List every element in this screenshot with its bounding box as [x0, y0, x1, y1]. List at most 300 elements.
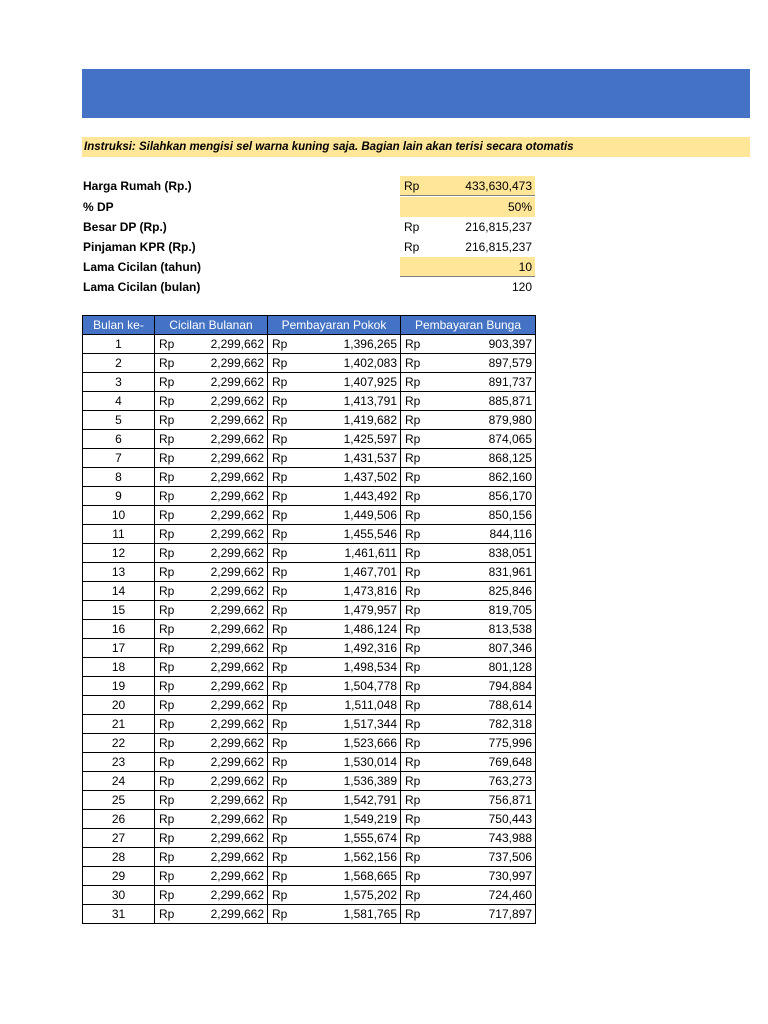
table-row — [83, 373, 536, 392]
amount-value: 819,705 — [488, 603, 532, 617]
currency-label: Rp — [272, 413, 288, 427]
amount-value: 2,299,662 — [210, 831, 264, 845]
currency-label: Rp — [405, 394, 421, 408]
table-row — [83, 563, 536, 582]
currency-label: Rp — [159, 527, 175, 541]
amount-value: 1,425,597 — [343, 432, 397, 446]
cell-principal-payment — [268, 734, 401, 753]
currency-label: Rp — [159, 337, 175, 351]
currency-label: Rp — [272, 850, 288, 864]
amount-value: 2,299,662 — [210, 717, 264, 731]
cell-month: 4 — [83, 392, 155, 411]
param-value: 216,815,237 — [465, 220, 532, 234]
currency-label: Rp — [159, 812, 175, 826]
param-value: 216,815,237 — [465, 240, 532, 254]
amount-value: 769,648 — [488, 755, 532, 769]
currency-label: Rp — [404, 220, 420, 234]
table-row — [83, 582, 536, 601]
currency-label: Rp — [272, 641, 288, 655]
amount-value: 874,065 — [488, 432, 532, 446]
amount-value: 1,431,537 — [343, 451, 397, 465]
amount-value: 1,530,014 — [343, 755, 397, 769]
table-row — [83, 886, 536, 905]
cell-interest-payment — [401, 867, 536, 886]
param-label: Besar DP (Rp.) — [83, 220, 167, 234]
amount-value: 2,299,662 — [210, 869, 264, 883]
cell-month: 21 — [83, 715, 155, 734]
amount-value: 891,737 — [488, 375, 532, 389]
table-row — [83, 905, 536, 924]
cell-interest-payment — [401, 905, 536, 924]
param-input-cell[interactable] — [400, 197, 535, 217]
cell-principal-payment — [268, 639, 401, 658]
currency-label: Rp — [159, 375, 175, 389]
amount-value: 2,299,662 — [210, 793, 264, 807]
cell-month: 5 — [83, 411, 155, 430]
param-row — [82, 217, 535, 237]
amount-value: 1,504,778 — [343, 679, 397, 693]
amount-value: 2,299,662 — [210, 527, 264, 541]
amount-value: 879,980 — [488, 413, 532, 427]
amount-value: 2,299,662 — [210, 375, 264, 389]
table-row — [83, 829, 536, 848]
table-header-row — [83, 316, 536, 335]
amount-value: 2,299,662 — [210, 736, 264, 750]
table-row — [83, 620, 536, 639]
cell-monthly-installment — [155, 677, 268, 696]
param-label: Harga Rumah (Rp.) — [83, 179, 192, 193]
cell-monthly-installment — [155, 392, 268, 411]
param-input-cell[interactable] — [400, 176, 535, 196]
amount-value: 2,299,662 — [210, 489, 264, 503]
cell-principal-payment — [268, 886, 401, 905]
amount-value: 844,116 — [489, 527, 532, 541]
cell-principal-payment — [268, 753, 401, 772]
table-row — [83, 411, 536, 430]
currency-label: Rp — [272, 489, 288, 503]
cell-principal-payment — [268, 601, 401, 620]
currency-label: Rp — [159, 622, 175, 636]
cell-principal-payment — [268, 563, 401, 582]
currency-label: Rp — [405, 793, 421, 807]
cell-principal-payment — [268, 506, 401, 525]
param-label: Lama Cicilan (bulan) — [83, 280, 201, 294]
cell-principal-payment — [268, 658, 401, 677]
cell-interest-payment — [401, 886, 536, 905]
cell-month: 8 — [83, 468, 155, 487]
currency-label: Rp — [405, 850, 421, 864]
amount-value: 807,346 — [488, 641, 532, 655]
cell-month: 11 — [83, 525, 155, 544]
cell-month: 19 — [83, 677, 155, 696]
amount-value: 2,299,662 — [210, 812, 264, 826]
amount-value: 743,988 — [488, 831, 532, 845]
table-row — [83, 506, 536, 525]
currency-label: Rp — [405, 432, 421, 446]
currency-label: Rp — [272, 774, 288, 788]
currency-label: Rp — [159, 432, 175, 446]
amount-value: 1,555,674 — [343, 831, 397, 845]
cell-month: 28 — [83, 848, 155, 867]
cell-monthly-installment — [155, 639, 268, 658]
amount-value: 2,299,662 — [210, 622, 264, 636]
instruction-text: Instruksi: Silahkan mengisi sel warna kuning saja. Bagian lain akan terisi secara otomatis — [82, 137, 750, 157]
currency-label: Rp — [405, 622, 421, 636]
amount-value: 831,961 — [488, 565, 532, 579]
cell-monthly-installment — [155, 696, 268, 715]
table-row — [83, 848, 536, 867]
cell-principal-payment — [268, 582, 401, 601]
amount-value: 724,460 — [488, 888, 532, 902]
cell-principal-payment — [268, 715, 401, 734]
cell-monthly-installment — [155, 848, 268, 867]
param-label: Pinjaman KPR (Rp.) — [83, 240, 196, 254]
amount-value: 1,461,611 — [344, 546, 397, 560]
amount-value: 2,299,662 — [210, 508, 264, 522]
table-row — [83, 544, 536, 563]
table-row — [83, 449, 536, 468]
cell-monthly-installment — [155, 468, 268, 487]
cell-month: 15 — [83, 601, 155, 620]
cell-month: 2 — [83, 354, 155, 373]
currency-label: Rp — [405, 641, 421, 655]
cell-principal-payment — [268, 848, 401, 867]
currency-label: Rp — [272, 679, 288, 693]
amount-value: 2,299,662 — [210, 660, 264, 674]
cell-month: 1 — [83, 335, 155, 354]
amount-value: 2,299,662 — [210, 356, 264, 370]
param-value: 120 — [511, 280, 532, 294]
currency-label: Rp — [159, 736, 175, 750]
cell-monthly-installment — [155, 886, 268, 905]
column-header-monthly-installment: Cicilan Bulanan — [155, 316, 268, 335]
table-row — [83, 677, 536, 696]
currency-label: Rp — [159, 774, 175, 788]
param-row — [82, 176, 535, 196]
amount-value: 838,051 — [488, 546, 532, 560]
currency-label: Rp — [405, 565, 421, 579]
cell-monthly-installment — [155, 772, 268, 791]
amount-value: 1,492,316 — [343, 641, 397, 655]
amount-value: 1,517,344 — [343, 717, 397, 731]
table-row — [83, 430, 536, 449]
amount-value: 1,575,202 — [343, 888, 397, 902]
cell-interest-payment — [401, 392, 536, 411]
currency-label: Rp — [404, 240, 420, 254]
column-header-interest-payment: Pembayaran Bunga — [401, 316, 536, 335]
currency-label: Rp — [272, 622, 288, 636]
table-row — [83, 525, 536, 544]
cell-monthly-installment — [155, 449, 268, 468]
cell-monthly-installment — [155, 373, 268, 392]
currency-label: Rp — [159, 641, 175, 655]
currency-label: Rp — [404, 179, 420, 193]
amount-value: 775,996 — [488, 736, 532, 750]
amount-value: 794,884 — [488, 679, 532, 693]
currency-label: Rp — [159, 793, 175, 807]
amount-value: 2,299,662 — [210, 641, 264, 655]
currency-label: Rp — [272, 584, 288, 598]
currency-label: Rp — [272, 432, 288, 446]
cell-principal-payment — [268, 411, 401, 430]
cell-monthly-installment — [155, 658, 268, 677]
amount-value: 1,511,048 — [344, 698, 397, 712]
amount-value: 1,536,389 — [343, 774, 397, 788]
currency-label: Rp — [405, 831, 421, 845]
installment-table — [82, 315, 536, 924]
cell-month: 9 — [83, 487, 155, 506]
currency-label: Rp — [159, 660, 175, 674]
amount-value: 1,523,666 — [343, 736, 397, 750]
cell-principal-payment — [268, 430, 401, 449]
cell-principal-payment — [268, 829, 401, 848]
amount-value: 885,871 — [488, 394, 532, 408]
cell-monthly-installment — [155, 544, 268, 563]
amount-value: 2,299,662 — [210, 546, 264, 560]
cell-interest-payment — [401, 544, 536, 563]
amount-value: 2,299,662 — [210, 698, 264, 712]
amount-value: 2,299,662 — [210, 679, 264, 693]
currency-label: Rp — [159, 698, 175, 712]
amount-value: 1,473,816 — [343, 584, 397, 598]
cell-monthly-installment — [155, 563, 268, 582]
currency-label: Rp — [159, 356, 175, 370]
cell-interest-payment — [401, 715, 536, 734]
column-header-principal-payment: Pembayaran Pokok — [268, 316, 401, 335]
currency-label: Rp — [405, 451, 421, 465]
amount-value: 1,449,506 — [343, 508, 397, 522]
cell-month: 27 — [83, 829, 155, 848]
cell-interest-payment — [401, 525, 536, 544]
currency-label: Rp — [272, 660, 288, 674]
currency-label: Rp — [272, 869, 288, 883]
amount-value: 782,318 — [488, 717, 532, 731]
cell-monthly-installment — [155, 620, 268, 639]
currency-label: Rp — [272, 337, 288, 351]
amount-value: 2,299,662 — [210, 603, 264, 617]
cell-interest-payment — [401, 354, 536, 373]
amount-value: 1,542,791 — [343, 793, 397, 807]
cell-interest-payment — [401, 506, 536, 525]
amount-value: 903,397 — [488, 337, 532, 351]
cell-interest-payment — [401, 677, 536, 696]
cell-month: 7 — [83, 449, 155, 468]
amount-value: 801,128 — [488, 660, 532, 674]
cell-monthly-installment — [155, 506, 268, 525]
cell-principal-payment — [268, 392, 401, 411]
cell-monthly-installment — [155, 810, 268, 829]
cell-monthly-installment — [155, 734, 268, 753]
param-input-cell[interactable] — [400, 257, 535, 277]
cell-month: 26 — [83, 810, 155, 829]
cell-principal-payment — [268, 810, 401, 829]
amount-value: 1,419,682 — [343, 413, 397, 427]
cell-month: 18 — [83, 658, 155, 677]
currency-label: Rp — [272, 698, 288, 712]
currency-label: Rp — [405, 413, 421, 427]
table-row — [83, 335, 536, 354]
cell-principal-payment — [268, 487, 401, 506]
param-value: 50% — [507, 200, 532, 214]
currency-label: Rp — [159, 546, 175, 560]
currency-label: Rp — [159, 508, 175, 522]
table-row — [83, 392, 536, 411]
currency-label: Rp — [405, 527, 421, 541]
cell-principal-payment — [268, 544, 401, 563]
cell-interest-payment — [401, 430, 536, 449]
amount-value: 2,299,662 — [210, 565, 264, 579]
currency-label: Rp — [159, 755, 175, 769]
currency-label: Rp — [405, 470, 421, 484]
param-label: % DP — [83, 200, 114, 214]
currency-label: Rp — [405, 736, 421, 750]
table-row — [83, 734, 536, 753]
param-row — [82, 237, 535, 257]
cell-principal-payment — [268, 905, 401, 924]
cell-monthly-installment — [155, 791, 268, 810]
currency-label: Rp — [272, 394, 288, 408]
currency-label: Rp — [405, 907, 421, 921]
amount-value: 1,402,083 — [343, 356, 397, 370]
cell-month: 24 — [83, 772, 155, 791]
cell-principal-payment — [268, 696, 401, 715]
cell-interest-payment — [401, 772, 536, 791]
currency-label: Rp — [405, 584, 421, 598]
amount-value: 788,614 — [488, 698, 532, 712]
table-row — [83, 601, 536, 620]
header-band — [82, 69, 750, 118]
cell-monthly-installment — [155, 905, 268, 924]
cell-interest-payment — [401, 829, 536, 848]
currency-label: Rp — [272, 356, 288, 370]
cell-interest-payment — [401, 658, 536, 677]
cell-interest-payment — [401, 639, 536, 658]
cell-interest-payment — [401, 335, 536, 354]
amount-value: 1,413,791 — [343, 394, 397, 408]
currency-label: Rp — [405, 698, 421, 712]
table-row — [83, 772, 536, 791]
cell-principal-payment — [268, 620, 401, 639]
cell-interest-payment — [401, 468, 536, 487]
cell-monthly-installment — [155, 715, 268, 734]
cell-month: 13 — [83, 563, 155, 582]
currency-label: Rp — [272, 527, 288, 541]
param-value-cell — [400, 217, 535, 237]
currency-label: Rp — [405, 603, 421, 617]
amount-value: 850,156 — [488, 508, 532, 522]
amount-value: 813,538 — [488, 622, 532, 636]
amount-value: 862,160 — [488, 470, 532, 484]
cell-month: 12 — [83, 544, 155, 563]
param-row — [82, 197, 535, 217]
cell-principal-payment — [268, 867, 401, 886]
currency-label: Rp — [405, 869, 421, 883]
amount-value: 2,299,662 — [210, 337, 264, 351]
cell-interest-payment — [401, 753, 536, 772]
amount-value: 1,396,265 — [343, 337, 397, 351]
currency-label: Rp — [272, 736, 288, 750]
currency-label: Rp — [159, 888, 175, 902]
cell-monthly-installment — [155, 430, 268, 449]
amount-value: 2,299,662 — [210, 413, 264, 427]
currency-label: Rp — [159, 850, 175, 864]
cell-interest-payment — [401, 620, 536, 639]
currency-label: Rp — [272, 451, 288, 465]
currency-label: Rp — [405, 508, 421, 522]
cell-interest-payment — [401, 582, 536, 601]
amount-value: 1,486,124 — [343, 622, 397, 636]
currency-label: Rp — [405, 489, 421, 503]
currency-label: Rp — [272, 907, 288, 921]
table-row — [83, 810, 536, 829]
amount-value: 1,467,701 — [343, 565, 397, 579]
amount-value: 856,170 — [488, 489, 532, 503]
amount-value: 717,897 — [488, 907, 532, 921]
currency-label: Rp — [159, 413, 175, 427]
cell-month: 22 — [83, 734, 155, 753]
currency-label: Rp — [405, 717, 421, 731]
table-row — [83, 658, 536, 677]
cell-principal-payment — [268, 525, 401, 544]
table-row — [83, 715, 536, 734]
amount-value: 730,997 — [488, 869, 532, 883]
currency-label: Rp — [272, 793, 288, 807]
amount-value: 2,299,662 — [210, 888, 264, 902]
currency-label: Rp — [159, 451, 175, 465]
amount-value: 1,437,502 — [343, 470, 397, 484]
amount-value: 897,579 — [488, 356, 532, 370]
currency-label: Rp — [159, 489, 175, 503]
cell-interest-payment — [401, 848, 536, 867]
cell-month: 3 — [83, 373, 155, 392]
amount-value: 1,443,492 — [343, 489, 397, 503]
cell-monthly-installment — [155, 753, 268, 772]
amount-value: 2,299,662 — [210, 907, 264, 921]
table-row — [83, 639, 536, 658]
cell-month: 17 — [83, 639, 155, 658]
cell-principal-payment — [268, 373, 401, 392]
cell-monthly-installment — [155, 525, 268, 544]
table-row — [83, 791, 536, 810]
amount-value: 1,407,925 — [343, 375, 397, 389]
cell-monthly-installment — [155, 867, 268, 886]
table-row — [83, 354, 536, 373]
cell-interest-payment — [401, 734, 536, 753]
cell-monthly-installment — [155, 487, 268, 506]
cell-monthly-installment — [155, 411, 268, 430]
cell-principal-payment — [268, 449, 401, 468]
currency-label: Rp — [159, 603, 175, 617]
amount-value: 2,299,662 — [210, 850, 264, 864]
param-label: Lama Cicilan (tahun) — [83, 260, 202, 274]
cell-principal-payment — [268, 791, 401, 810]
param-value: 10 — [518, 260, 532, 274]
cell-interest-payment — [401, 487, 536, 506]
cell-interest-payment — [401, 449, 536, 468]
currency-label: Rp — [405, 888, 421, 902]
param-value-cell — [400, 237, 535, 257]
amount-value: 1,562,156 — [343, 850, 397, 864]
cell-monthly-installment — [155, 354, 268, 373]
currency-label: Rp — [272, 831, 288, 845]
cell-month: 25 — [83, 791, 155, 810]
amount-value: 1,498,534 — [343, 660, 397, 674]
currency-label: Rp — [272, 565, 288, 579]
cell-principal-payment — [268, 677, 401, 696]
currency-label: Rp — [405, 546, 421, 560]
currency-label: Rp — [159, 869, 175, 883]
amount-value: 756,871 — [488, 793, 532, 807]
